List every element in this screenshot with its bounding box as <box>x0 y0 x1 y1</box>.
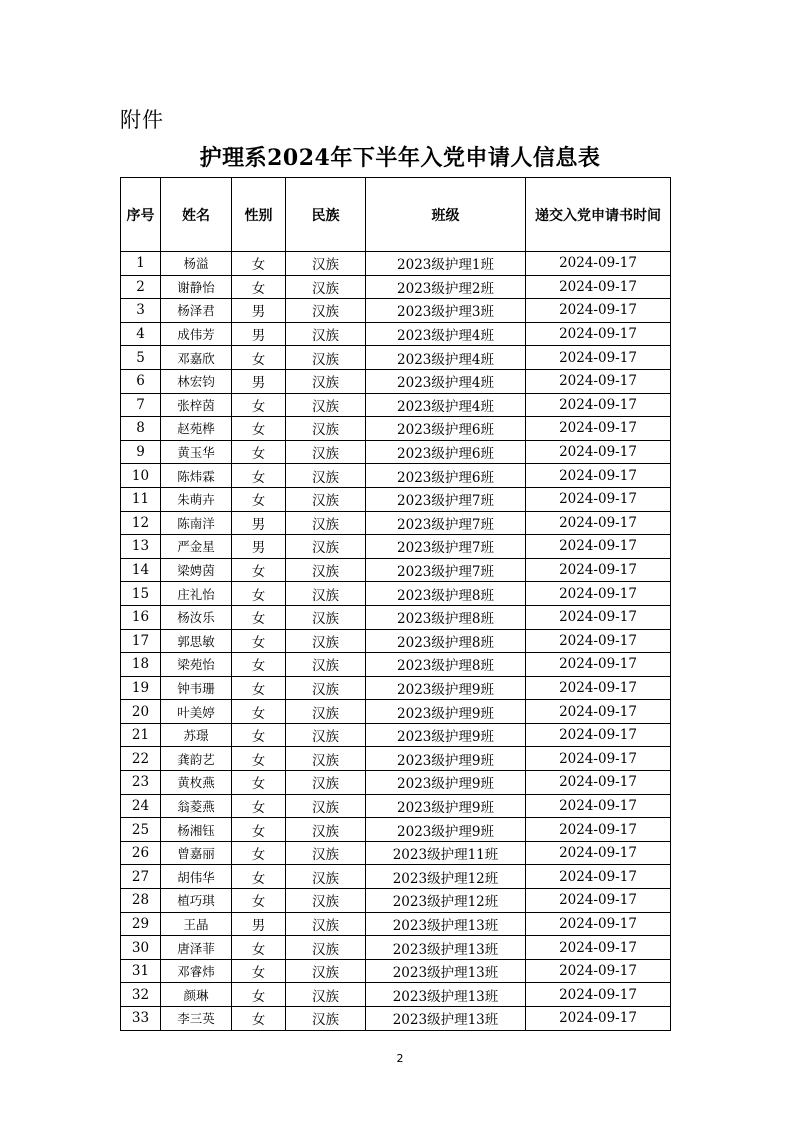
cell-index: 23 <box>121 771 161 795</box>
cell-name: 杨汝乐 <box>161 605 232 629</box>
cell-index: 6 <box>121 369 161 393</box>
cell-gender: 男 <box>232 299 286 323</box>
cell-ethnicity: 汉族 <box>286 653 366 677</box>
cell-gender: 女 <box>232 275 286 299</box>
cell-ethnicity: 汉族 <box>286 865 366 889</box>
cell-gender: 女 <box>232 771 286 795</box>
table-row <box>121 629 671 653</box>
cell-gender: 女 <box>232 558 286 582</box>
cell-ethnicity: 汉族 <box>286 417 366 441</box>
cell-class: 2023级护理6班 <box>366 464 526 488</box>
cell-gender: 女 <box>232 983 286 1007</box>
cell-class: 2023级护理13班 <box>366 912 526 936</box>
cell-submission-date: 2024-09-17 <box>526 983 671 1007</box>
cell-class: 2023级护理9班 <box>366 771 526 795</box>
cell-gender: 女 <box>232 936 286 960</box>
table-row <box>121 983 671 1007</box>
cell-submission-date: 2024-09-17 <box>526 346 671 370</box>
cell-index: 21 <box>121 723 161 747</box>
cell-submission-date: 2024-09-17 <box>526 275 671 299</box>
cell-class: 2023级护理2班 <box>366 275 526 299</box>
cell-gender: 女 <box>232 252 286 276</box>
cell-submission-date: 2024-09-17 <box>526 771 671 795</box>
cell-submission-date: 2024-09-17 <box>526 464 671 488</box>
table-row <box>121 369 671 393</box>
table-row <box>121 818 671 842</box>
table-row <box>121 252 671 276</box>
cell-submission-date: 2024-09-17 <box>526 723 671 747</box>
cell-name: 朱萌卉 <box>161 487 232 511</box>
header-gender: 性别 <box>232 178 286 252</box>
cell-submission-date: 2024-09-17 <box>526 959 671 983</box>
cell-name: 陈南洋 <box>161 511 232 535</box>
table-row <box>121 440 671 464</box>
cell-class: 2023级护理9班 <box>366 676 526 700</box>
table-row <box>121 700 671 724</box>
cell-ethnicity: 汉族 <box>286 487 366 511</box>
cell-submission-date: 2024-09-17 <box>526 818 671 842</box>
table-row <box>121 936 671 960</box>
cell-name: 赵苑桦 <box>161 417 232 441</box>
cell-index: 3 <box>121 299 161 323</box>
cell-name: 邓睿炜 <box>161 959 232 983</box>
cell-index: 31 <box>121 959 161 983</box>
cell-submission-date: 2024-09-17 <box>526 605 671 629</box>
cell-name: 胡伟华 <box>161 865 232 889</box>
table-row <box>121 582 671 606</box>
cell-index: 12 <box>121 511 161 535</box>
cell-gender: 女 <box>232 440 286 464</box>
cell-submission-date: 2024-09-17 <box>526 912 671 936</box>
header-class: 班级 <box>366 178 526 252</box>
cell-gender: 女 <box>232 464 286 488</box>
cell-index: 17 <box>121 629 161 653</box>
cell-ethnicity: 汉族 <box>286 841 366 865</box>
cell-class: 2023级护理4班 <box>366 346 526 370</box>
cell-submission-date: 2024-09-17 <box>526 417 671 441</box>
table-row <box>121 841 671 865</box>
cell-index: 24 <box>121 794 161 818</box>
cell-name: 黄枚燕 <box>161 771 232 795</box>
cell-gender: 女 <box>232 605 286 629</box>
cell-class: 2023级护理9班 <box>366 818 526 842</box>
cell-ethnicity: 汉族 <box>286 676 366 700</box>
cell-ethnicity: 汉族 <box>286 700 366 724</box>
table-row <box>121 723 671 747</box>
cell-name: 龚韵艺 <box>161 747 232 771</box>
cell-submission-date: 2024-09-17 <box>526 676 671 700</box>
cell-submission-date: 2024-09-17 <box>526 322 671 346</box>
cell-index: 14 <box>121 558 161 582</box>
table-row <box>121 794 671 818</box>
cell-gender: 男 <box>232 322 286 346</box>
table-row <box>121 346 671 370</box>
cell-index: 29 <box>121 912 161 936</box>
cell-class: 2023级护理7班 <box>366 487 526 511</box>
cell-name: 郭思敏 <box>161 629 232 653</box>
cell-submission-date: 2024-09-17 <box>526 747 671 771</box>
table-row <box>121 889 671 913</box>
cell-name: 李三英 <box>161 1007 232 1031</box>
cell-gender: 女 <box>232 582 286 606</box>
cell-submission-date: 2024-09-17 <box>526 841 671 865</box>
cell-index: 15 <box>121 582 161 606</box>
header-index: 序号 <box>121 178 161 252</box>
cell-index: 9 <box>121 440 161 464</box>
cell-submission-date: 2024-09-17 <box>526 369 671 393</box>
cell-name: 植巧琪 <box>161 889 232 913</box>
cell-name: 张梓茵 <box>161 393 232 417</box>
cell-class: 2023级护理3班 <box>366 299 526 323</box>
cell-ethnicity: 汉族 <box>286 912 366 936</box>
cell-index: 2 <box>121 275 161 299</box>
cell-ethnicity: 汉族 <box>286 275 366 299</box>
table-header-row <box>121 178 671 252</box>
cell-name: 颜琳 <box>161 983 232 1007</box>
cell-class: 2023级护理12班 <box>366 865 526 889</box>
cell-ethnicity: 汉族 <box>286 818 366 842</box>
cell-index: 7 <box>121 393 161 417</box>
cell-ethnicity: 汉族 <box>286 393 366 417</box>
cell-class: 2023级护理8班 <box>366 653 526 677</box>
cell-index: 32 <box>121 983 161 1007</box>
cell-index: 4 <box>121 322 161 346</box>
page-title: 护理系2024年下半年入党申请人信息表 <box>199 145 601 171</box>
cell-submission-date: 2024-09-17 <box>526 794 671 818</box>
table-row <box>121 464 671 488</box>
cell-index: 22 <box>121 747 161 771</box>
cell-gender: 女 <box>232 487 286 511</box>
cell-index: 33 <box>121 1007 161 1031</box>
cell-gender: 男 <box>232 369 286 393</box>
cell-ethnicity: 汉族 <box>286 723 366 747</box>
cell-submission-date: 2024-09-17 <box>526 889 671 913</box>
cell-gender: 女 <box>232 417 286 441</box>
cell-gender: 女 <box>232 723 286 747</box>
cell-index: 16 <box>121 605 161 629</box>
table-row <box>121 771 671 795</box>
cell-submission-date: 2024-09-17 <box>526 653 671 677</box>
cell-index: 30 <box>121 936 161 960</box>
cell-gender: 女 <box>232 346 286 370</box>
cell-index: 11 <box>121 487 161 511</box>
table-row <box>121 605 671 629</box>
cell-class: 2023级护理7班 <box>366 558 526 582</box>
cell-gender: 女 <box>232 1007 286 1031</box>
table-row <box>121 487 671 511</box>
cell-class: 2023级护理4班 <box>366 369 526 393</box>
cell-class: 2023级护理9班 <box>366 723 526 747</box>
cell-name: 唐泽菲 <box>161 936 232 960</box>
cell-class: 2023级护理8班 <box>366 629 526 653</box>
table-row <box>121 1007 671 1031</box>
cell-submission-date: 2024-09-17 <box>526 535 671 559</box>
table-row <box>121 322 671 346</box>
cell-ethnicity: 汉族 <box>286 440 366 464</box>
cell-ethnicity: 汉族 <box>286 558 366 582</box>
table-row <box>121 676 671 700</box>
cell-gender: 女 <box>232 629 286 653</box>
cell-name: 翁菱燕 <box>161 794 232 818</box>
cell-gender: 女 <box>232 747 286 771</box>
cell-class: 2023级护理11班 <box>366 841 526 865</box>
cell-index: 28 <box>121 889 161 913</box>
table-row <box>121 653 671 677</box>
table-row <box>121 747 671 771</box>
cell-gender: 男 <box>232 912 286 936</box>
table-row <box>121 912 671 936</box>
cell-class: 2023级护理13班 <box>366 936 526 960</box>
cell-gender: 女 <box>232 393 286 417</box>
cell-name: 林宏钧 <box>161 369 232 393</box>
cell-name: 杨溢 <box>161 252 232 276</box>
cell-name: 成伟芳 <box>161 322 232 346</box>
cell-name: 邓嘉欣 <box>161 346 232 370</box>
cell-ethnicity: 汉族 <box>286 322 366 346</box>
cell-ethnicity: 汉族 <box>286 252 366 276</box>
cell-submission-date: 2024-09-17 <box>526 393 671 417</box>
header-submission-date: 递交入党申请书时间 <box>526 178 671 252</box>
cell-index: 10 <box>121 464 161 488</box>
table-row <box>121 558 671 582</box>
table-row <box>121 959 671 983</box>
cell-class: 2023级护理6班 <box>366 417 526 441</box>
cell-ethnicity: 汉族 <box>286 511 366 535</box>
cell-ethnicity: 汉族 <box>286 369 366 393</box>
cell-index: 8 <box>121 417 161 441</box>
cell-class: 2023级护理8班 <box>366 582 526 606</box>
cell-name: 苏璟 <box>161 723 232 747</box>
cell-gender: 女 <box>232 794 286 818</box>
attachment-label: 附件 <box>120 108 164 132</box>
cell-index: 5 <box>121 346 161 370</box>
table-row <box>121 865 671 889</box>
cell-submission-date: 2024-09-17 <box>526 299 671 323</box>
cell-index: 13 <box>121 535 161 559</box>
cell-gender: 男 <box>232 535 286 559</box>
cell-class: 2023级护理9班 <box>366 747 526 771</box>
cell-ethnicity: 汉族 <box>286 959 366 983</box>
cell-submission-date: 2024-09-17 <box>526 487 671 511</box>
cell-index: 19 <box>121 676 161 700</box>
cell-name: 黄玉华 <box>161 440 232 464</box>
cell-ethnicity: 汉族 <box>286 889 366 913</box>
cell-name: 庄礼怡 <box>161 582 232 606</box>
cell-submission-date: 2024-09-17 <box>526 629 671 653</box>
cell-class: 2023级护理12班 <box>366 889 526 913</box>
cell-index: 20 <box>121 700 161 724</box>
cell-index: 26 <box>121 841 161 865</box>
cell-ethnicity: 汉族 <box>286 464 366 488</box>
cell-class: 2023级护理9班 <box>366 794 526 818</box>
cell-ethnicity: 汉族 <box>286 747 366 771</box>
cell-gender: 女 <box>232 700 286 724</box>
cell-name: 杨泽君 <box>161 299 232 323</box>
table-row <box>121 511 671 535</box>
table-row <box>121 299 671 323</box>
cell-submission-date: 2024-09-17 <box>526 582 671 606</box>
cell-class: 2023级护理13班 <box>366 983 526 1007</box>
cell-name: 叶美婷 <box>161 700 232 724</box>
cell-ethnicity: 汉族 <box>286 794 366 818</box>
cell-name: 曾嘉丽 <box>161 841 232 865</box>
cell-submission-date: 2024-09-17 <box>526 936 671 960</box>
cell-gender: 女 <box>232 865 286 889</box>
cell-ethnicity: 汉族 <box>286 983 366 1007</box>
cell-ethnicity: 汉族 <box>286 605 366 629</box>
cell-submission-date: 2024-09-17 <box>526 865 671 889</box>
table-row <box>121 393 671 417</box>
cell-class: 2023级护理7班 <box>366 511 526 535</box>
cell-class: 2023级护理1班 <box>366 252 526 276</box>
table-row <box>121 535 671 559</box>
cell-submission-date: 2024-09-17 <box>526 252 671 276</box>
cell-gender: 女 <box>232 959 286 983</box>
cell-submission-date: 2024-09-17 <box>526 1007 671 1031</box>
cell-index: 27 <box>121 865 161 889</box>
cell-submission-date: 2024-09-17 <box>526 440 671 464</box>
cell-name: 王晶 <box>161 912 232 936</box>
cell-ethnicity: 汉族 <box>286 771 366 795</box>
cell-submission-date: 2024-09-17 <box>526 558 671 582</box>
cell-submission-date: 2024-09-17 <box>526 700 671 724</box>
cell-ethnicity: 汉族 <box>286 535 366 559</box>
cell-gender: 男 <box>232 511 286 535</box>
cell-ethnicity: 汉族 <box>286 582 366 606</box>
cell-ethnicity: 汉族 <box>286 346 366 370</box>
cell-class: 2023级护理4班 <box>366 393 526 417</box>
cell-gender: 女 <box>232 889 286 913</box>
cell-class: 2023级护理8班 <box>366 605 526 629</box>
cell-gender: 女 <box>232 818 286 842</box>
table-row <box>121 275 671 299</box>
cell-ethnicity: 汉族 <box>286 1007 366 1031</box>
cell-gender: 女 <box>232 841 286 865</box>
cell-gender: 女 <box>232 676 286 700</box>
header-name: 姓名 <box>161 178 232 252</box>
cell-class: 2023级护理7班 <box>366 535 526 559</box>
cell-name: 梁苑怡 <box>161 653 232 677</box>
cell-class: 2023级护理13班 <box>366 959 526 983</box>
cell-class: 2023级护理13班 <box>366 1007 526 1031</box>
cell-ethnicity: 汉族 <box>286 299 366 323</box>
cell-name: 谢静怡 <box>161 275 232 299</box>
table-body <box>121 252 671 1031</box>
cell-class: 2023级护理6班 <box>366 440 526 464</box>
cell-submission-date: 2024-09-17 <box>526 511 671 535</box>
cell-gender: 女 <box>232 653 286 677</box>
header-ethnicity: 民族 <box>286 178 366 252</box>
cell-class: 2023级护理4班 <box>366 322 526 346</box>
cell-ethnicity: 汉族 <box>286 936 366 960</box>
cell-name: 陈炜霖 <box>161 464 232 488</box>
cell-name: 杨湘钰 <box>161 818 232 842</box>
page-number: 2 <box>396 1052 404 1065</box>
cell-name: 钟韦珊 <box>161 676 232 700</box>
applicant-table <box>120 177 671 1031</box>
cell-index: 18 <box>121 653 161 677</box>
cell-ethnicity: 汉族 <box>286 629 366 653</box>
cell-class: 2023级护理9班 <box>366 700 526 724</box>
cell-index: 1 <box>121 252 161 276</box>
cell-index: 25 <box>121 818 161 842</box>
cell-name: 严金星 <box>161 535 232 559</box>
cell-name: 梁娉茵 <box>161 558 232 582</box>
table-row <box>121 417 671 441</box>
